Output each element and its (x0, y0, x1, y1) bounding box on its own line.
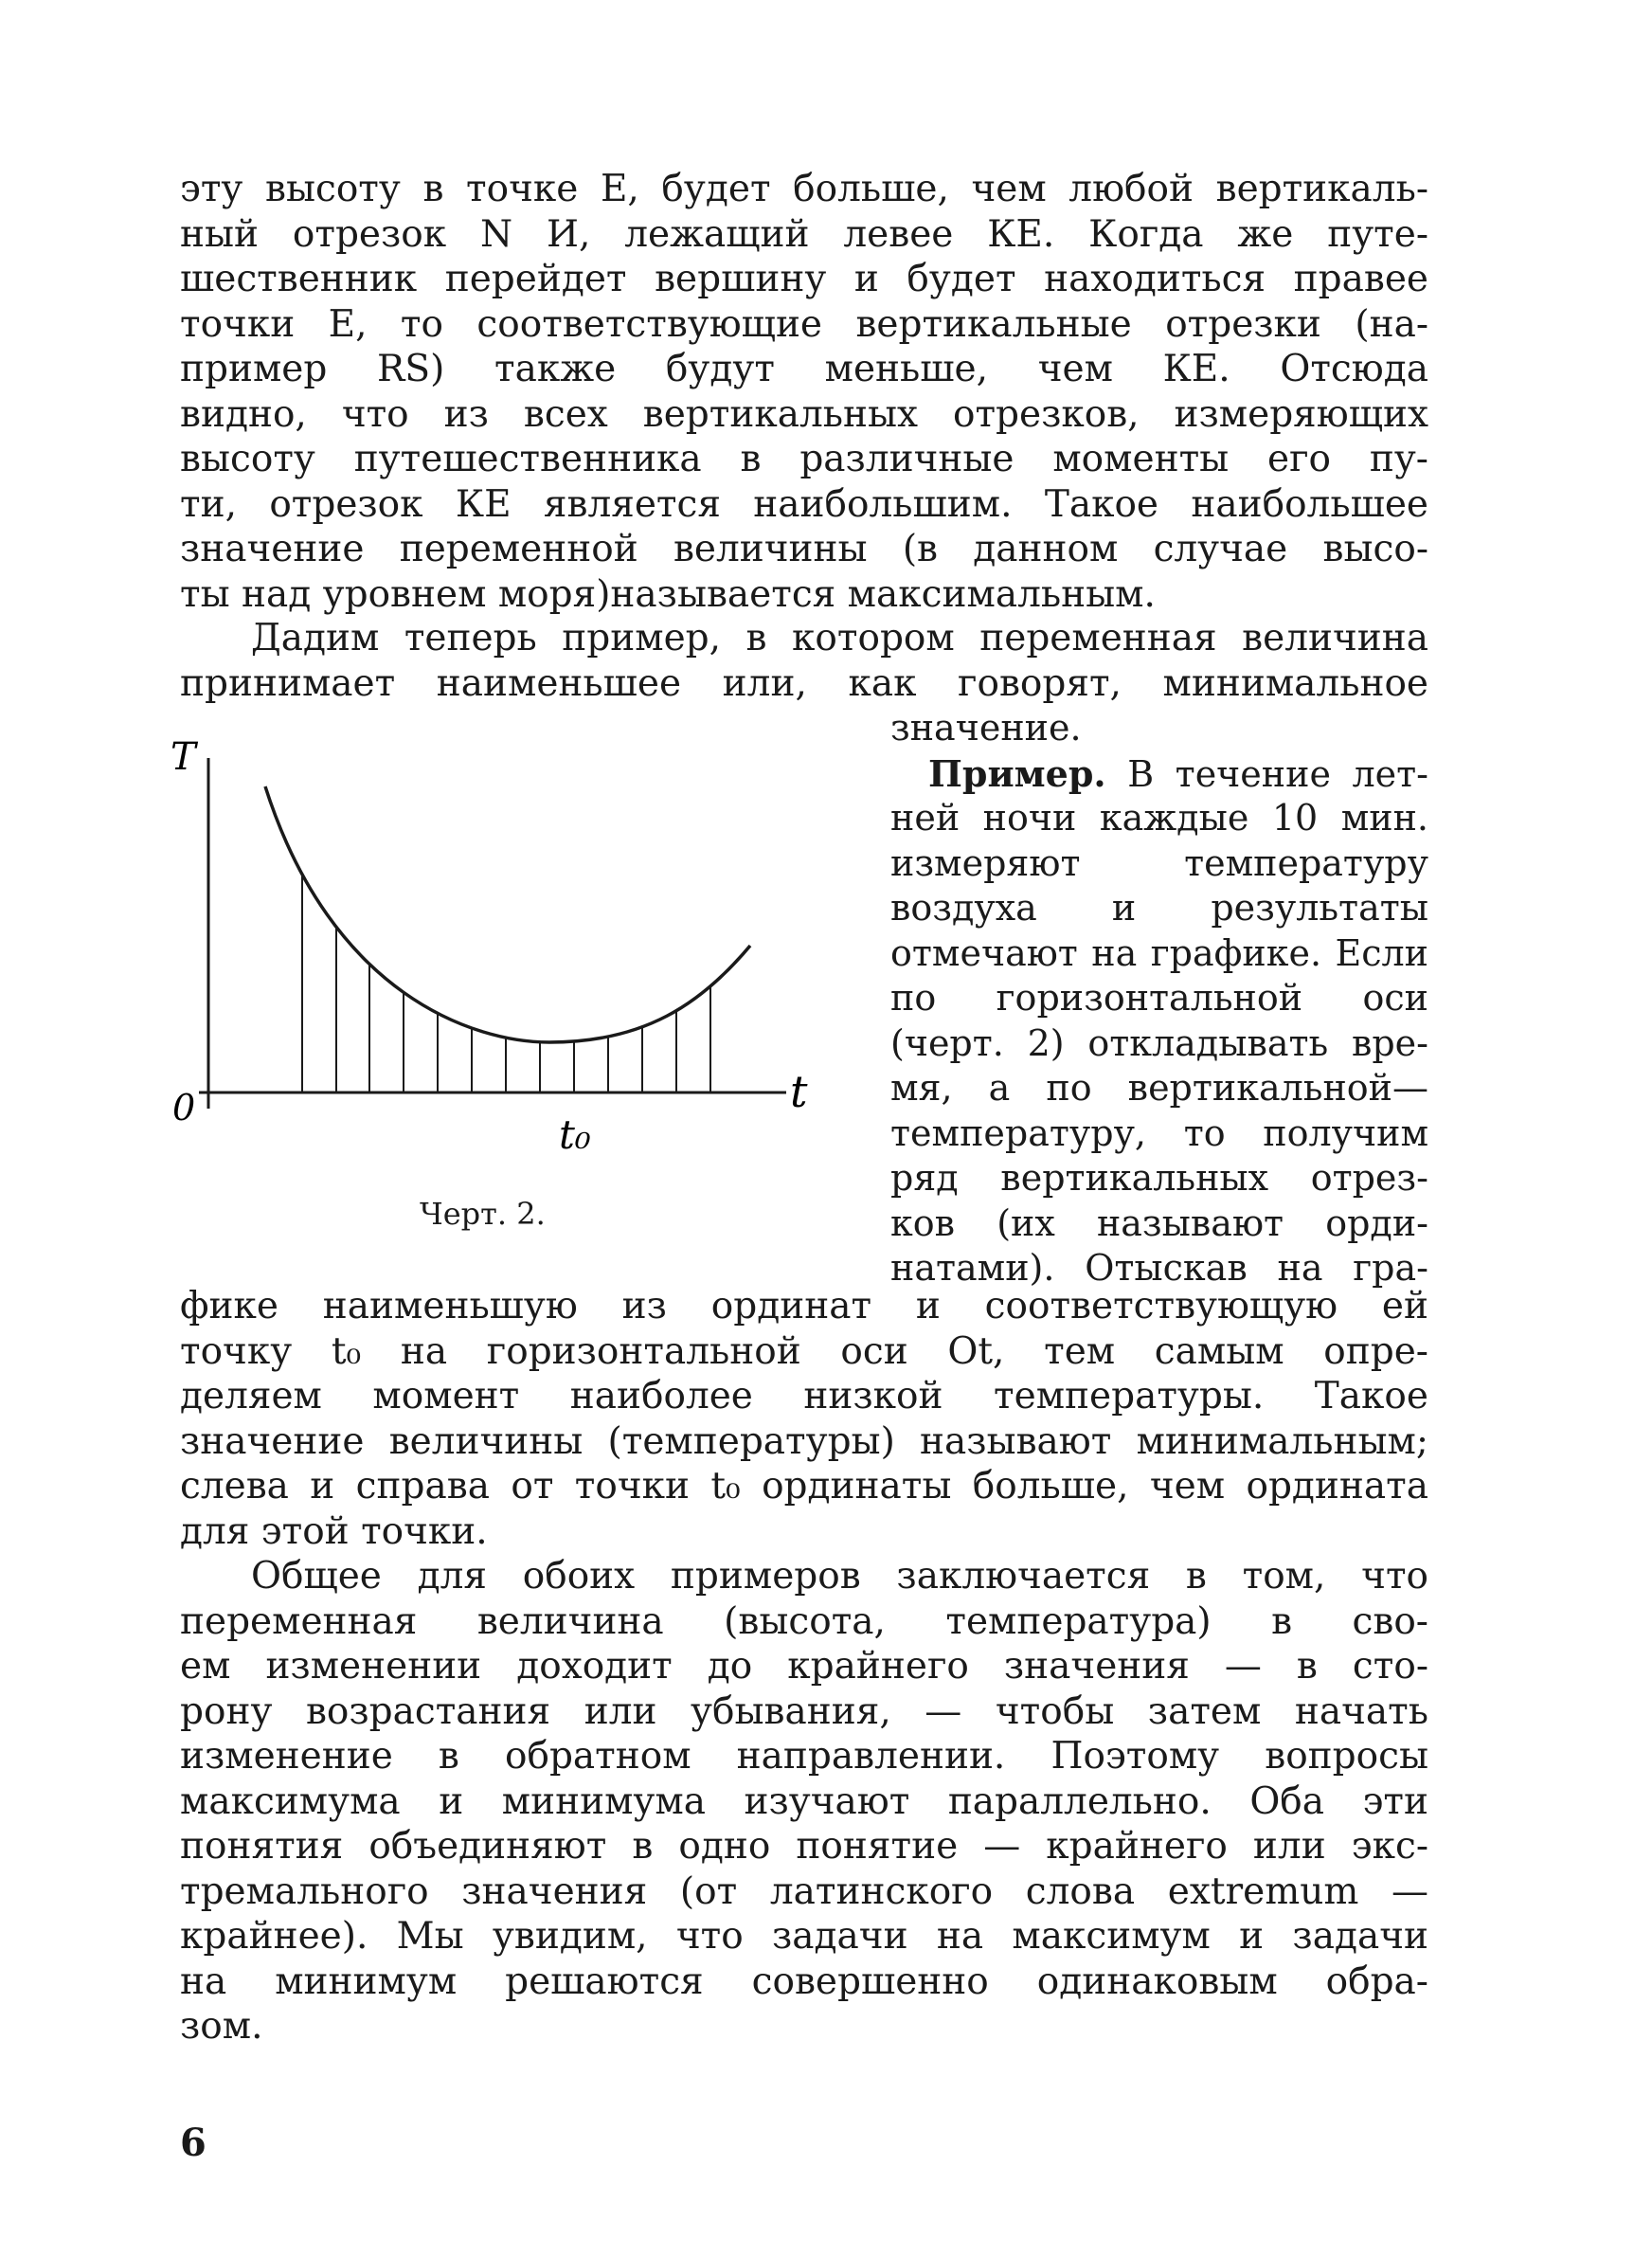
text-line: слева и справа от точки t₀ ординаты больше, чем ордината (180, 1465, 1428, 1508)
example-label: Пример. (928, 751, 1106, 795)
t0-label: t₀ (559, 1111, 591, 1158)
text-line: принимает наименьшее или, как говорят, минимальное (180, 661, 1428, 705)
text-line: точку t₀ на горизонтальной оси Ot, тем самым опре- (180, 1329, 1428, 1373)
text-line: ков (их называют орди- (890, 1201, 1428, 1244)
text-line: для этой точки. (180, 1509, 488, 1553)
text-line: тремального значения (от латинского слова extremum — (180, 1869, 1428, 1913)
example-first-line (890, 751, 1428, 797)
text-line: ти, отрезок КЕ является наибольшим. Такое наибольшее (180, 482, 1428, 526)
text-line: зом. (180, 2005, 263, 2048)
text-line: фике наименьшую из ординат и соответствующую ей (180, 1285, 1428, 1327)
paragraph-example-continuation (180, 1284, 1428, 1554)
text-line: на минимум решаются совершенно одинаковым обра- (180, 1959, 1428, 2003)
example-wrap-column (890, 706, 1428, 1291)
text-line: видно, что из всех вертикальных отрезков, измеряющих (180, 392, 1428, 436)
text-line: изменение в обратном направлении. Поэтому вопросы (180, 1735, 1428, 1778)
text-line: значение переменной величины (в данном случае высо- (180, 528, 1428, 570)
text-line: рону возрастания или убывания, — чтобы затем начать (180, 1689, 1428, 1733)
text-line: ем изменении доходит до крайнего значения — в сто- (180, 1645, 1428, 1688)
text-line: пример RS) также будут меньше, чем КЕ. Отсюда (180, 348, 1428, 390)
figure-caption: Черт. 2. (420, 1196, 546, 1232)
text-line: ный отрезок N И, лежащий левее КЕ. Когда же путе- (180, 212, 1428, 256)
text-line: по горизонтальной оси (890, 977, 1428, 1019)
text-line: значение. (890, 707, 1082, 749)
y-axis-label: T (171, 735, 196, 779)
page-number: 6 (180, 2121, 206, 2165)
text-line: эту высоту в точке Е, будет больше, чем любой вертикаль- (180, 168, 1428, 210)
text-line: Дадим теперь пример, в котором переменная величина (251, 617, 1428, 659)
text-line: переменная величина (высота, температура) в сво- (180, 1599, 1428, 1643)
ordinates-group (302, 875, 710, 1092)
x-axis-label: t (790, 1066, 808, 1117)
text-line: натами). Отыскав на гра- (890, 1247, 1428, 1289)
text-line: ней ночи каждые 10 мин. (890, 797, 1428, 839)
text-line: мя, а по вертикальной— (890, 1067, 1428, 1109)
paragraph-extremum (180, 1554, 1428, 2049)
text-line: температуру, то получим (890, 1111, 1428, 1154)
text-line: воздуха и результаты (890, 887, 1428, 929)
text-line: ты над уровнем моря)называется максимальным. (180, 572, 1156, 616)
text-line: отмечают на графике. Если (890, 931, 1428, 974)
temperature-curve (265, 786, 750, 1042)
text-line: максимума и минимума изучают параллельно. Оба эти (180, 1779, 1428, 1823)
text-line: (черт. 2) откладывать вре- (890, 1021, 1428, 1064)
paragraph-maximum (180, 167, 1428, 617)
text-line: деляем момент наиболее низкой температуры. Такое (180, 1375, 1428, 1417)
text-line: шественник перейдет вершину и будет находиться правее (180, 258, 1428, 300)
origin-label: 0 (172, 1087, 196, 1128)
text-line: крайнее). Мы увидим, что задачи на максимум и задачи (180, 1915, 1428, 1958)
figure-temperature-graph (171, 720, 834, 1165)
text-line: понятия объединяют в одно понятие — крайнего или экс- (180, 1825, 1428, 1868)
text-line: точки Е, то соответствующие вертикальные отрезки (на- (180, 302, 1428, 346)
text-line: высоту путешественника в различные моменты его пу- (180, 438, 1428, 480)
paragraph-intro-minimum (180, 616, 1428, 706)
text-line: ряд вертикальных отрез- (890, 1157, 1428, 1199)
text-fragment: В течение лет- (1127, 752, 1428, 795)
text-line: значение величины (температуры) называют минимальным; (180, 1419, 1428, 1463)
text-line: Общее для обоих примеров заключается в том, что (251, 1555, 1428, 1598)
text-line: измеряют температуру (890, 841, 1428, 884)
